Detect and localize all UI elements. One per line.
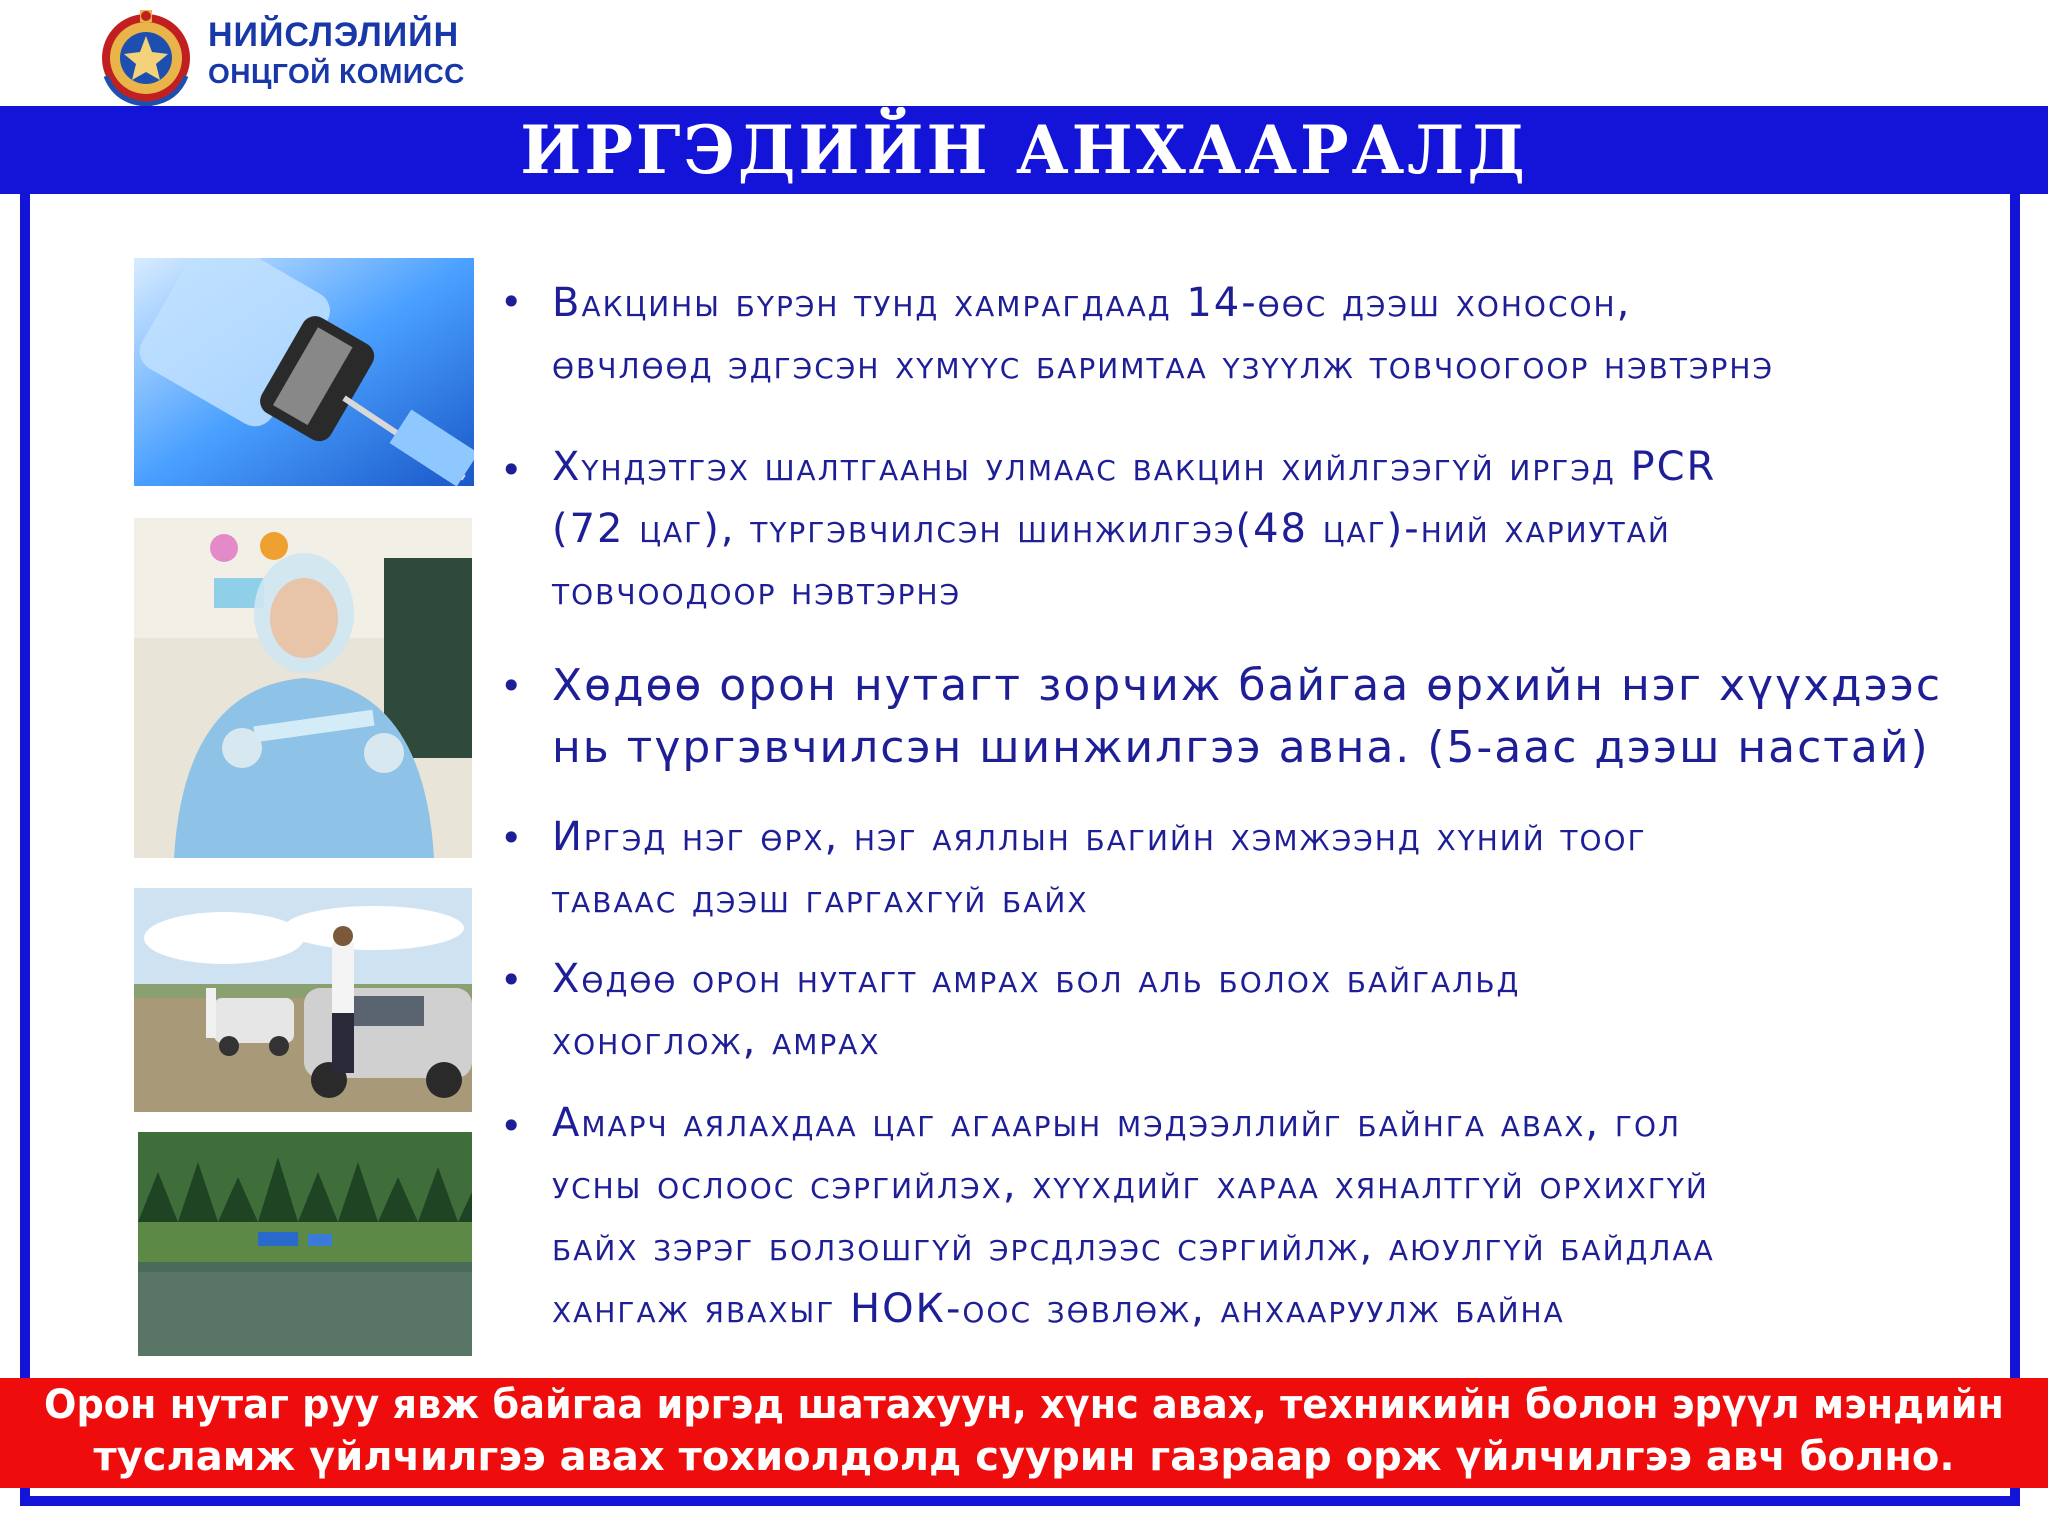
alert-banner-line1: Орон нутаг руу явж байгаа иргэд шатахуун, хүнс авах, техникийн болон эрүүл мэндийн — [44, 1382, 2004, 1428]
list-item-line: Вакцины бүрэн тунд хамрагдаад 14-өөс дээш хоносон, — [552, 280, 1632, 326]
org-name-line2: ОНЦГОЙ КОМИСС — [208, 58, 465, 89]
bullet-dot-icon: • — [500, 1104, 523, 1148]
title-bar — [0, 106, 2048, 194]
bullet-dot-icon: • — [500, 816, 523, 860]
alert-banner — [0, 1378, 2048, 1488]
list-item-line: таваас дээш гаргахгүй байх — [552, 876, 1089, 922]
list-item-line: Хөдөө орон нутагт зорчиж байгаа өрхийн нэг хүүхдээс — [552, 660, 1943, 711]
list-item-line: Хүндэтгэх шалтгааны улмаас вакцин хийлгээгүй иргэд PCR — [552, 444, 1717, 490]
list-item-line: байх зэрэг болзошгүй эрсдлээс сэргийлж, аюулгүй байдлаа — [552, 1224, 1715, 1270]
alert-banner-line2: тусламж үйлчилгээ авах тохиолдолд суурин газраар орж үйлчилгээ авч болно. — [93, 1434, 1955, 1480]
list-item-line: өвчлөөд эдгэсэн хүмүүс баримтаа үзүүлж товчоогоор нэвтэрнэ — [552, 342, 1775, 388]
bullet-dot-icon: • — [500, 448, 523, 492]
bullet-dot-icon: • — [500, 280, 523, 324]
list-item-line: Хөдөө орон нутагт амрах бол аль болох байгальд — [552, 956, 1521, 1002]
list-item-line: хангаж явахыг НОК-оос зөвлөж, анхааруулж байна — [552, 1286, 1565, 1332]
list-item-line: хоноглож, амрах — [552, 1018, 881, 1064]
list-item-line: нь түргэвчилсэн шинжилгээ авна. (5-аас дээш настай) — [552, 722, 1930, 773]
roadside-checkpoint-photo — [134, 888, 472, 1112]
list-item-line: усны ослоос сэргийлэх, хүүхдийг хараа хяналтгүй орхихгүй — [552, 1162, 1709, 1208]
org-name — [208, 18, 465, 88]
list-item-line: Иргэд нэг өрх, нэг аяллын багийн хэмжээнд хүний тоог — [552, 814, 1647, 860]
lake-forest-campsite-photo — [138, 1132, 472, 1356]
list-item-line: товчоодоор нэвтэрнэ — [552, 568, 962, 614]
health-worker-test-photo — [134, 518, 472, 858]
org-name-line1: НИЙСЛЭЛИЙН — [208, 16, 460, 54]
vaccine-vial-photo — [134, 258, 474, 486]
bullet-dot-icon: • — [500, 664, 523, 708]
bullet-dot-icon: • — [500, 958, 523, 1002]
list-item-line: Амарч аялахдаа цаг агаарын мэдээллийг байнга авах, гол — [552, 1100, 1682, 1146]
header — [0, 0, 2048, 106]
page-title: ИРГЭДИЙН АНХААРАЛД — [520, 111, 1528, 189]
list-item-line: (72 цаг), түргэвчилсэн шинжилгээ(48 цаг)-ний хариутай — [552, 506, 1671, 552]
coat-of-arms-icon — [96, 6, 196, 106]
